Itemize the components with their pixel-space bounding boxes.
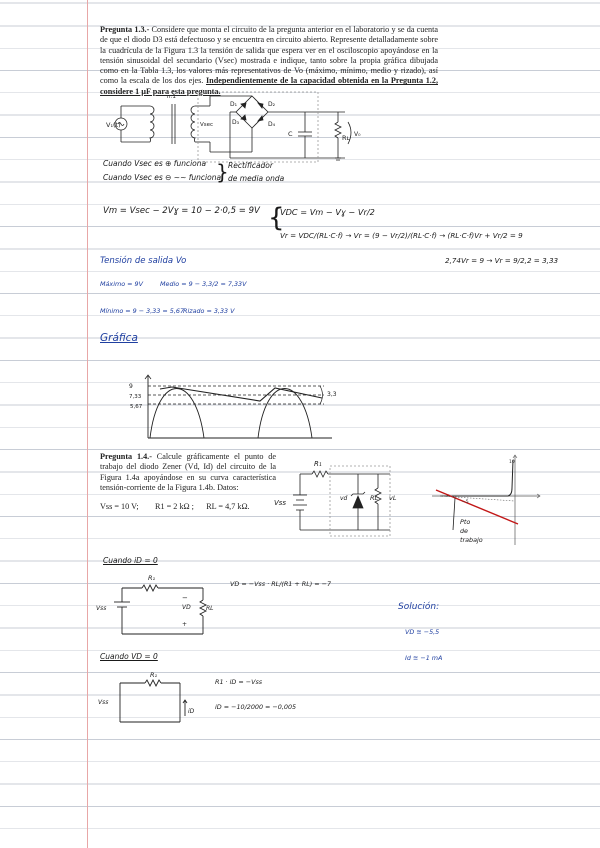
case2-r1-label: R₁ bbox=[150, 671, 158, 679]
note-negative: Cuando Vsec es ⊖ ~~ funciona bbox=[103, 173, 222, 182]
output-heading: Tensión de salida Vo bbox=[100, 256, 187, 266]
vo-maximum: Máximo = 9V bbox=[100, 280, 143, 288]
zener-vd-label: vd bbox=[340, 495, 348, 502]
d2-label: D₂ bbox=[268, 101, 276, 108]
case1-rl-label: RL bbox=[206, 605, 214, 612]
zener-vl-label: vL bbox=[389, 494, 397, 502]
case1-vd-label: VD bbox=[182, 604, 191, 611]
vo-ripple: Rizado = 3,33 V bbox=[183, 307, 235, 315]
axis-min-label: 5,67 bbox=[130, 404, 143, 410]
solution-vd: VD ≅ −5,5 bbox=[405, 628, 440, 636]
operating-point-note-line2: de bbox=[460, 527, 468, 535]
curve-x-tick: −5 bbox=[462, 500, 469, 505]
question-1-4-data: Vss = 10 V; R1 = 2 kΩ ; RL = 4,7 kΩ. bbox=[100, 502, 250, 511]
zener-vss-label: Vss bbox=[274, 499, 287, 507]
note-rectifier: Rectificador bbox=[228, 161, 273, 170]
case2-equation1: R1 · iD = −Vss bbox=[215, 678, 263, 686]
case2-vss-label: Vss bbox=[98, 699, 109, 706]
operating-point-note-line3: trabajo bbox=[460, 536, 483, 544]
note-half-wave: de media onda bbox=[228, 174, 285, 183]
d1-label: D₁ bbox=[230, 101, 238, 108]
capacitor-label: C bbox=[288, 130, 293, 138]
operating-point-note-line1: Pto bbox=[460, 518, 471, 526]
curve-y-tick: 10 bbox=[509, 460, 515, 465]
load-label: Rʟ bbox=[342, 134, 350, 142]
solution-heading: Solución: bbox=[398, 602, 440, 612]
question-1-4-title: Pregunta 1.4.- bbox=[100, 452, 152, 461]
d4-label: D₄ bbox=[268, 121, 276, 128]
brace: } bbox=[216, 160, 229, 184]
zener-rl-label: RL bbox=[370, 494, 379, 502]
zener-r1-label: R₁ bbox=[314, 460, 322, 468]
grafica-heading: Gráfica bbox=[100, 332, 138, 344]
question-1-4-body: Calcule gráficamente el punto de trabajo del diodo Zener (Vd, Id) del circuito de la Figura 1.4a apoyándose en su curva característica tensión-corriente de la Figura 1.4b. Datos: bbox=[100, 452, 276, 492]
vm-equation: Vm = Vsec − 2Vɣ = 10 − 2·0,5 = 9V bbox=[103, 206, 260, 216]
case2-equation2: iD = −10/2000 = −0,005 bbox=[215, 703, 297, 711]
d3-label: D₃ bbox=[232, 119, 240, 126]
note-positive: Cuando Vsec es ⊕ funciona bbox=[103, 159, 207, 168]
vr-equation: Vr = VDC/(RL·C·f) → Vr = (9 − Vr/2)/(RL·C·f) → (RL·C·f)Vr + Vr/2 = 9 bbox=[280, 231, 523, 240]
axis-max-label: 9 bbox=[129, 383, 133, 390]
case1-r1-label: R₁ bbox=[148, 574, 156, 582]
system-brace: { bbox=[268, 203, 285, 233]
vdc-equation: VDC = Vm − Vɣ − Vr/2 bbox=[280, 207, 375, 217]
vsec-label: Vsec bbox=[200, 122, 214, 128]
vo-label: V₀ bbox=[354, 131, 361, 138]
ripple-label: 3,3 bbox=[327, 391, 337, 398]
case2-id-label: iD bbox=[188, 708, 195, 715]
vr-result: 2,74Vr = 9 → Vr = 9/2,2 = 3,33 bbox=[445, 256, 559, 265]
solution-id: Id ≅ −1 mA bbox=[405, 654, 443, 662]
axis-mid-label: 7,33 bbox=[129, 394, 142, 400]
question-1-3-emphasis: Independientemente de la capacidad obtenida en la Pregunta 1.2, considere 1 µF para esta pregunta. bbox=[100, 76, 438, 96]
case1-plus-sign: + bbox=[182, 621, 188, 628]
case1-vss-label: Vss bbox=[96, 605, 107, 612]
case1-heading: Cuando iD = 0 bbox=[103, 556, 158, 565]
question-1-3-title: Pregunta 1.3.- bbox=[100, 25, 150, 34]
case1-minus-sign: − bbox=[182, 594, 188, 602]
source-label: V₁(t) bbox=[106, 121, 121, 129]
question-1-3-body: Considere que monta el circuito de la pregunta anterior en el laboratorio y se da cuenta de que el diodo D3 está defectuoso y se encuentra en circuito abierto. Represente detalladamente sobre la cuadrícula de la Figura 1.3 la tensión de salida que espera ver en el osciloscopio apoyándose en la tensión sinusoidal del secundario (Vsec) mostrada e indique, tanto sobre la propia gráfica dibujada como en la Tabla 1.3, los valores más representativos de Vo (máximo, mínimo, medio y rizado), así como la escala de los dos ejes. bbox=[100, 25, 439, 86]
turns-ratio-label: n:1 bbox=[167, 94, 176, 100]
vo-average: Medio = 9 − 3,3/2 = 7,33V bbox=[160, 280, 247, 288]
vo-minimum: Mínimo = 9 − 3,33 = 5,67 bbox=[100, 307, 185, 315]
case2-heading: Cuando VD = 0 bbox=[100, 652, 158, 661]
case1-equation: VD = −Vss · RL/(R1 + RL) = −7 bbox=[230, 580, 332, 588]
